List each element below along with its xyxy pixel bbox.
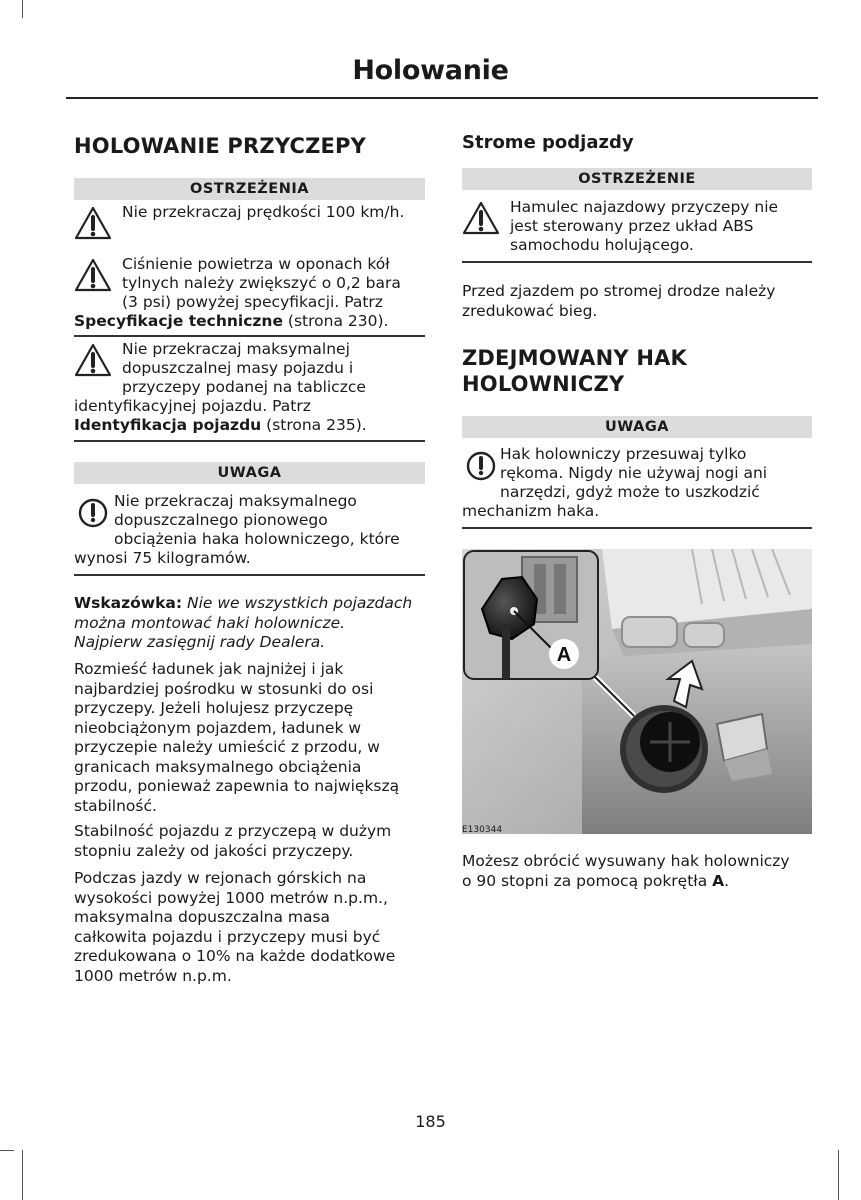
text-line: Stabilność pojazdu z przyczepą w dużym [74, 822, 392, 840]
text-line: przyczepie należy umieścić z przodu, w [74, 738, 380, 756]
page-reference: (strona 235). [261, 416, 367, 434]
tow-hook-illustration [462, 549, 812, 839]
warning-line: Nie przekraczaj maksymalnej [122, 340, 350, 358]
page-reference: (strona 230). [282, 312, 389, 330]
warning-line: tylnych należy zwiększyć o 0,2 bara [122, 274, 401, 292]
text-line: całkowita pojazdu i przyczepy musi być [74, 927, 381, 946]
caution-line: Nie przekraczaj maksymalnego [114, 492, 357, 510]
text-line: Przed zjazdem po stromej drodze należy [462, 282, 776, 300]
crop-mark [838, 1150, 839, 1200]
text-line: 1000 metrów n.p.m. [74, 966, 232, 985]
caution-line: wynosi 75 kilogramów. [74, 549, 251, 567]
section-title: Strome podjazdy [462, 132, 634, 153]
caution-heading: UWAGA [74, 462, 425, 484]
warning-line: (3 psi) powyżej specyfikacji. Patrz [122, 293, 383, 311]
divider [74, 335, 425, 337]
divider [462, 261, 812, 263]
text-line: przyczepy. Jeżeli holujesz przyczepę [74, 699, 354, 717]
warning-line: Ciśnienie powietrza w oponach kół [122, 255, 390, 273]
warning-item [74, 203, 425, 243]
warning-line: identyfikacyjnej pojazdu. Patrz [74, 397, 311, 415]
warning-heading: OSTRZEŻENIE [462, 168, 812, 190]
text-line: nieobciążonym pojazdem, ładunek w [74, 718, 362, 737]
text-line: przodu, ponieważ zapewnia to największą [74, 777, 400, 795]
crop-mark [22, 1150, 23, 1200]
caution-line: rękoma. Nigdy nie używaj nogi ani [500, 464, 768, 482]
cross-reference-link[interactable]: Identyfikacja pojazdu [74, 416, 262, 434]
warning-text: Nie przekraczaj prędkości 100 km/h. [122, 203, 405, 221]
note-label: Wskazówka: [74, 594, 183, 612]
body-paragraph [462, 852, 814, 891]
warning-line: samochodu holującego. [510, 236, 694, 254]
text-line: o 90 stopni za pomocą pokrętła [462, 871, 713, 890]
text-line: wysokości powyżej 1000 metrów n.p.m., [74, 888, 388, 907]
title-line: ZDEJMOWANY HAK [462, 346, 688, 370]
warning-item [74, 255, 425, 335]
text-line: zredukować bieg. [462, 301, 598, 320]
cross-reference-link[interactable]: Specyfikacje techniczne [74, 312, 283, 330]
text-line: zredukowana o 10% na każde dodatkowe [74, 947, 396, 965]
text-line: . [724, 871, 730, 890]
caution-line: obciążenia haka holowniczego, które [114, 530, 400, 548]
callout-reference: A [712, 871, 725, 890]
warning-line: jest sterowany przez układ ABS [510, 217, 754, 235]
body-paragraph [74, 822, 425, 861]
note-text: można montować haki holownicze. [74, 613, 346, 632]
crop-mark [0, 1150, 14, 1151]
page-header-title: Holowanie [352, 55, 509, 86]
caution-heading: UWAGA [462, 416, 812, 438]
caution-line: Hak holowniczy przesuwaj tylko [500, 445, 747, 463]
body-paragraph [74, 869, 425, 986]
caution-item [462, 445, 812, 525]
warning-line: przyczepy podanej na tabliczce [122, 378, 366, 396]
text-line: granicach maksymalnego obciążenia [74, 757, 362, 776]
callout-label: A [556, 644, 572, 666]
text-line: Podczas jazdy w rejonach górskich na [74, 869, 367, 887]
warning-line: dopuszczalnej masy pojazdu i [122, 359, 354, 377]
body-paragraph [74, 660, 425, 816]
header-rule [66, 97, 818, 99]
warnings-heading: OSTRZEŻENIA [74, 178, 425, 200]
note-paragraph [74, 594, 425, 653]
warning-item [74, 340, 425, 436]
text-line: Rozmieść ładunek jak najniżej i jak [74, 660, 344, 678]
caution-line: mechanizm haka. [462, 502, 600, 520]
section-title: HOLOWANIE PRZYCZEPY [74, 134, 367, 158]
caution-item [74, 492, 425, 572]
warning-line: Hamulec najazdowy przyczepy nie [510, 198, 779, 216]
figure-code: E130344 [462, 825, 503, 835]
divider [74, 574, 425, 576]
text-line: stopniu zależy od jakości przyczepy. [74, 841, 354, 860]
section-title [462, 345, 687, 397]
caution-line: dopuszczalnego pionowego [114, 511, 328, 529]
text-line: Możesz obrócić wysuwany hak holowniczy [462, 852, 790, 870]
warning-item [462, 198, 812, 260]
note-text: Najpierw zasięgnij rady Dealera. [74, 633, 326, 651]
title-line: HOLOWNICZY [462, 372, 625, 396]
divider [462, 527, 812, 529]
note-text: Nie we wszystkich pojazdach [182, 594, 413, 612]
text-line: najbardziej pośrodku w stosunki do osi [74, 679, 374, 698]
crop-mark [22, 0, 23, 18]
text-line: maksymalna dopuszczalna masa [74, 908, 331, 926]
text-line: stabilność. [74, 796, 157, 815]
caution-line: narzędzi, gdyż może to uszkodzić [500, 483, 760, 501]
page-number: 185 [415, 1112, 446, 1131]
body-paragraph [462, 282, 812, 321]
divider [74, 440, 425, 442]
